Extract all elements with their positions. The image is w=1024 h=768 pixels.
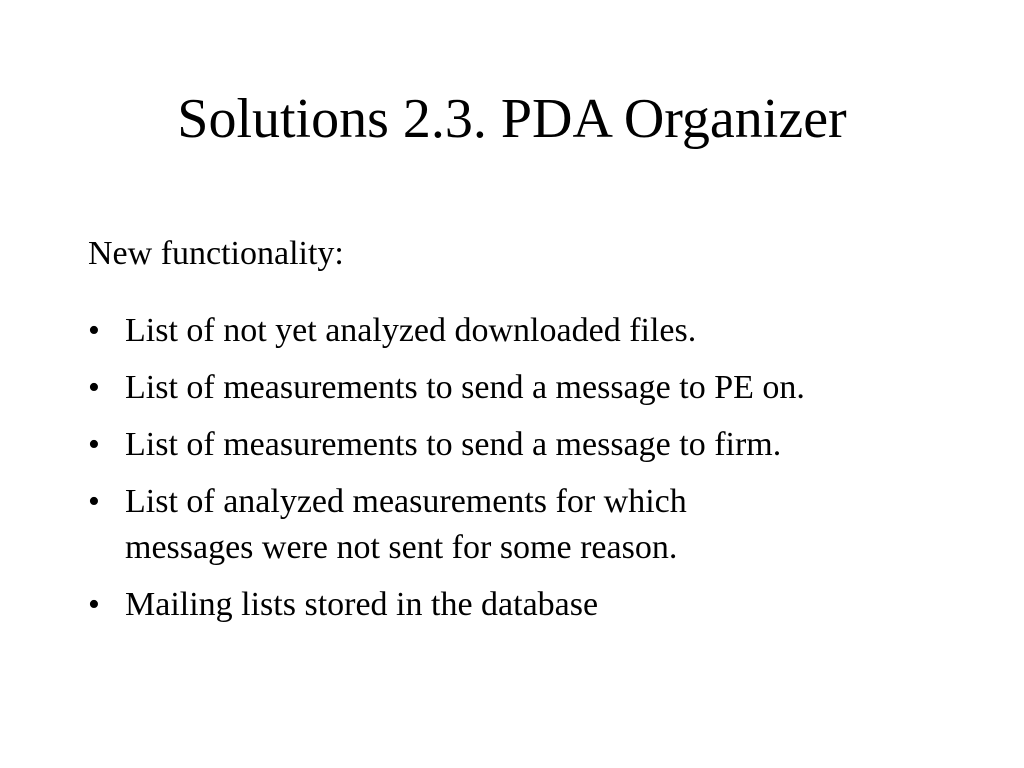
- bullet-icon: •: [88, 426, 100, 463]
- bullet-icon: •: [88, 369, 100, 406]
- bullet-text: List of measurements to send a message to firm.: [125, 426, 782, 463]
- bullet-item: [88, 365, 988, 411]
- bullet-item: [88, 422, 988, 468]
- bullet-item: [88, 308, 988, 354]
- bullet-icon: •: [88, 586, 100, 623]
- bullet-text: List of measurements to send a message to PE on.: [125, 369, 805, 406]
- intro-text: New functionality:: [88, 235, 344, 272]
- bullet-text: List of analyzed measurements for which: [125, 483, 687, 520]
- bullet-item: [88, 582, 988, 628]
- bullet-text: Mailing lists stored in the database: [125, 586, 599, 623]
- bullet-text-continuation: messages were not sent for some reason.: [125, 529, 678, 566]
- bullet-icon: •: [88, 483, 100, 520]
- slide-title: Solutions 2.3. PDA Organizer: [177, 88, 847, 150]
- bullet-item: [88, 479, 988, 571]
- bullet-icon: •: [88, 312, 100, 349]
- bullet-list: [88, 308, 988, 639]
- bullet-text: List of not yet analyzed downloaded files.: [125, 312, 697, 349]
